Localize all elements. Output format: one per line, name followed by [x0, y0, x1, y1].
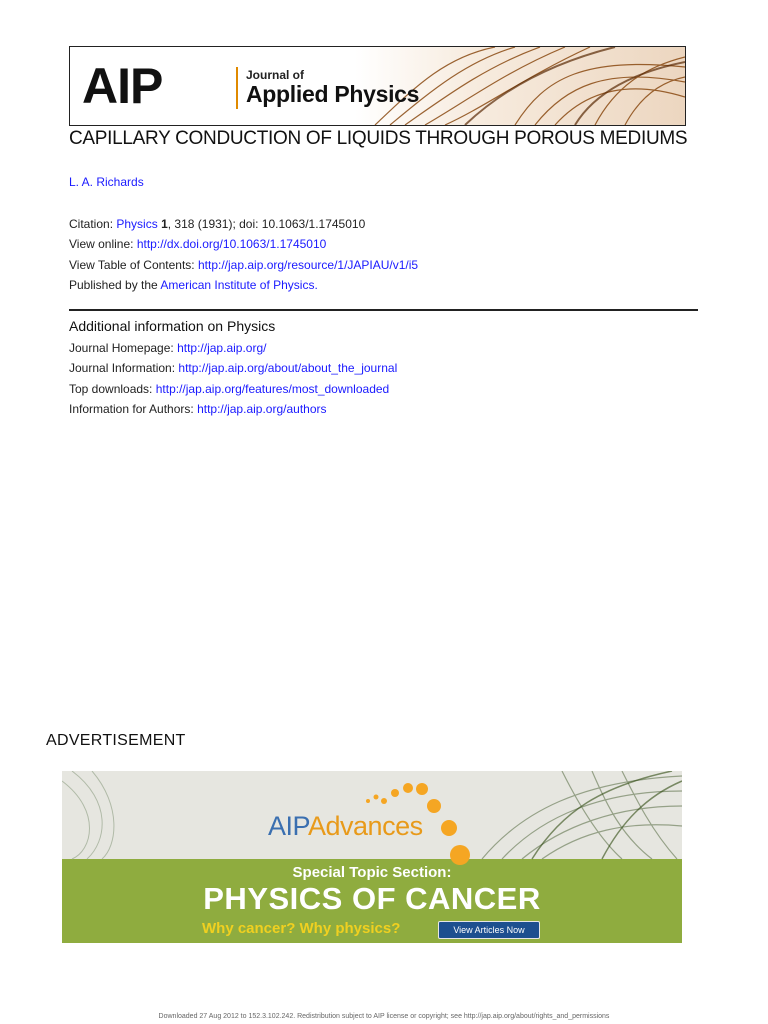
- published-by-label: Published by the: [69, 278, 158, 292]
- download-footer: Downloaded 27 Aug 2012 to 152.3.102.242. Redistribution subject to AIP license or copyright; see http://jap.aip.org/about/rights_and_permissions: [158, 1013, 610, 1020]
- ad-tagline: Why cancer? Why physics?: [202, 920, 401, 937]
- top-downloads-line: [69, 381, 389, 397]
- top-downloads-link[interactable]: http://jap.aip.org/features/most_downloaded: [155, 382, 390, 396]
- citation-journal-link[interactable]: Physics: [116, 217, 158, 231]
- journal-information-label: Journal Information:: [69, 361, 176, 375]
- journal-information-link[interactable]: http://jap.aip.org/about/about_the_journal: [178, 361, 398, 375]
- aip-logo: AIP: [82, 58, 163, 114]
- article-title: CAPILLARY CONDUCTION OF LIQUIDS THROUGH POROUS MEDIUMS: [69, 128, 688, 149]
- doi-link[interactable]: http://dx.doi.org/10.1063/1.1745010: [136, 237, 327, 251]
- additional-info-heading: Additional information on Physics: [69, 318, 276, 334]
- journal-banner: [69, 46, 686, 126]
- advertisement-label: ADVERTISEMENT: [46, 732, 186, 749]
- aip-advances-logo-aip: AIP: [268, 811, 309, 841]
- view-online-label: View online:: [69, 237, 134, 251]
- published-by-line: [69, 277, 318, 293]
- aip-publisher-link[interactable]: American Institute of Physics.: [160, 278, 318, 292]
- journal-homepage-label: Journal Homepage:: [69, 341, 174, 355]
- top-downloads-label: Top downloads:: [69, 382, 153, 396]
- authors-info-link[interactable]: http://jap.aip.org/authors: [197, 402, 327, 416]
- advertisement-banner[interactable]: [62, 771, 682, 943]
- aip-advances-logo: [268, 811, 423, 842]
- authors-info-label: Information for Authors:: [69, 402, 194, 416]
- toc-link[interactable]: http://jap.aip.org/resource/1/JAPIAU/v1/i5: [197, 258, 419, 272]
- view-online-line: [69, 236, 326, 252]
- author-link[interactable]: L. A. Richards: [69, 175, 144, 189]
- journal-homepage-line: [69, 340, 266, 356]
- journal-of-label: Journal of: [246, 68, 305, 82]
- view-toc-line: [69, 257, 418, 273]
- ad-artwork: [62, 771, 682, 943]
- journal-homepage-link[interactable]: http://jap.aip.org/: [177, 341, 267, 355]
- journal-name: Applied Physics: [246, 81, 420, 107]
- section-divider: [69, 309, 698, 311]
- ad-topic-label: Special Topic Section:: [292, 864, 452, 881]
- logo-separator: [236, 67, 238, 109]
- aip-advances-logo-advances: Advances: [308, 811, 423, 841]
- view-toc-label: View Table of Contents:: [69, 258, 195, 272]
- citation-details: , 318 (1931); doi: 10.1063/1.1745010: [167, 217, 366, 231]
- view-articles-button[interactable]: View Articles Now: [438, 921, 540, 939]
- authors-info-line: [69, 401, 327, 417]
- ad-headline: PHYSICS OF CANCER: [203, 881, 541, 916]
- citation-label: Citation:: [69, 217, 114, 231]
- journal-information-line: [69, 360, 397, 376]
- citation-volume: 1: [161, 217, 168, 231]
- citation-line: [69, 216, 365, 232]
